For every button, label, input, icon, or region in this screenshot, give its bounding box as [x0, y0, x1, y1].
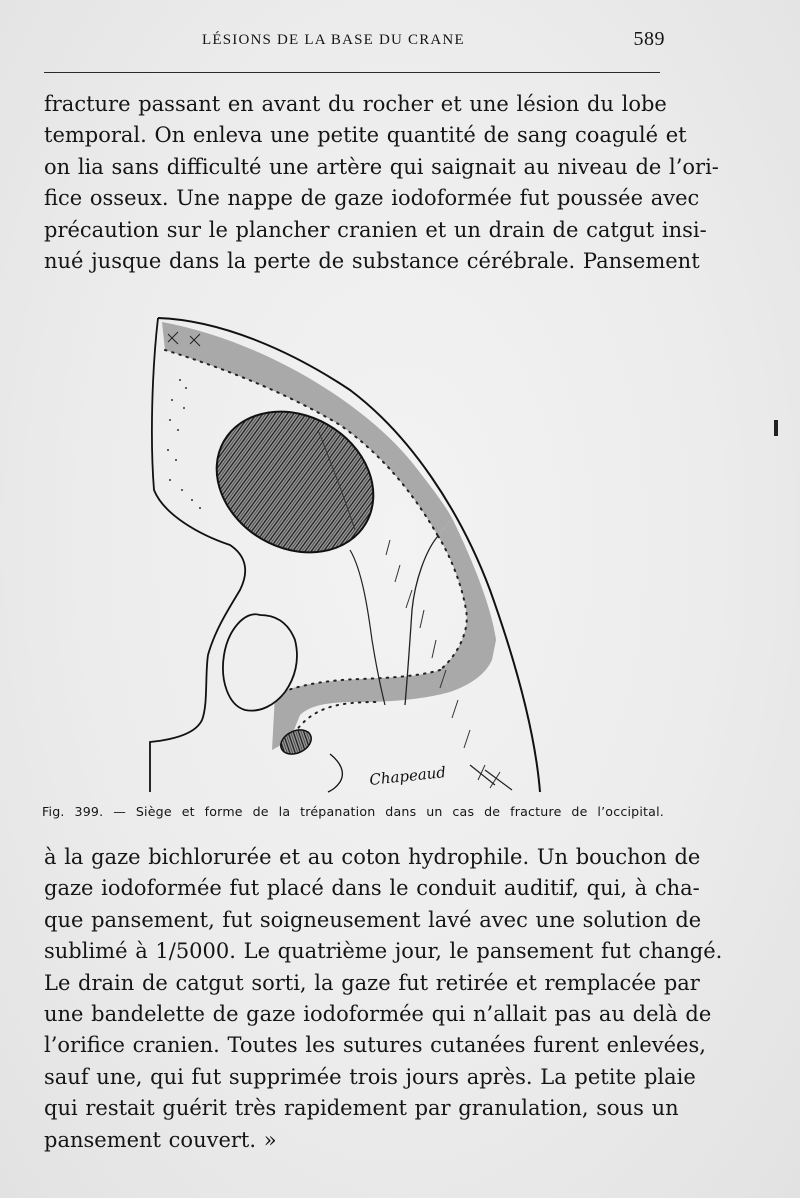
text-line: gaze iodoformée fut placé dans le conduit auditif, qui, à cha-	[44, 876, 700, 901]
text-line: fracture passant en avant du rocher et une lésion du lobe	[44, 92, 667, 116]
stipple-upper-left	[167, 379, 201, 509]
text-line: sauf une, qui fut supprimée trois jours après. La petite plaie	[44, 1064, 696, 1089]
inner-contour-left	[150, 318, 245, 792]
page-number: 589	[633, 28, 665, 50]
trepanation-oval	[191, 384, 399, 580]
text-line: temporal. On enleva une petite quantité de sang coagulé et	[44, 123, 687, 148]
margin-mark	[774, 420, 778, 436]
text-line: qui restait guérit très rapidement par granulation, sous un	[44, 1096, 679, 1121]
text-line: que pansement, fut soigneusement lavé avec une solution de	[44, 907, 702, 932]
text-line: à la gaze bichlorurée et au coton hydrophile. Un bouchon de	[44, 845, 701, 869]
skull-base-figure	[140, 310, 560, 800]
running-title: LÉSIONS DE LA BASE DU CRANE	[202, 32, 465, 48]
paragraph-bottom	[44, 842, 723, 1156]
shaded-band-right	[438, 518, 496, 692]
text-line: sublimé à 1/5000. Le quatrième jour, le pansement fut changé.	[44, 939, 723, 964]
artist-signature: Chapeaud	[368, 763, 447, 789]
text-line: on lia sans difficulté une artère qui saignait au niveau de l’ori-	[44, 154, 719, 179]
text-line: une bandelette de gaze iodoformée qui n’allait pas au delà de	[44, 1002, 712, 1027]
text-line: fice osseux. Une nappe de gaze iodoformée fut poussée avec	[44, 186, 700, 211]
running-head	[40, 30, 665, 60]
text-line: pansement couvert. »	[44, 1127, 277, 1152]
trepanation-illustration	[140, 310, 560, 800]
paragraph-top	[44, 89, 719, 277]
header-rule	[44, 72, 660, 73]
text-line: précaution sur le plancher cranien et un drain de catgut insi-	[44, 217, 707, 242]
text-line: nué jusque dans la perte de substance cérébrale. Pansement	[44, 249, 700, 274]
figure-caption: Fig. 399. — Siège et forme de la trépanation dans un cas de fracture de l’occipital.	[42, 804, 664, 819]
text-line: l’orifice cranien. Toutes les sutures cutanées furent enlevées,	[44, 1033, 706, 1058]
text-line: Le drain de catgut sorti, la gaze fut retirée et remplacée par	[44, 970, 700, 995]
bracket-mark	[328, 754, 342, 792]
skull-outline	[158, 318, 540, 792]
